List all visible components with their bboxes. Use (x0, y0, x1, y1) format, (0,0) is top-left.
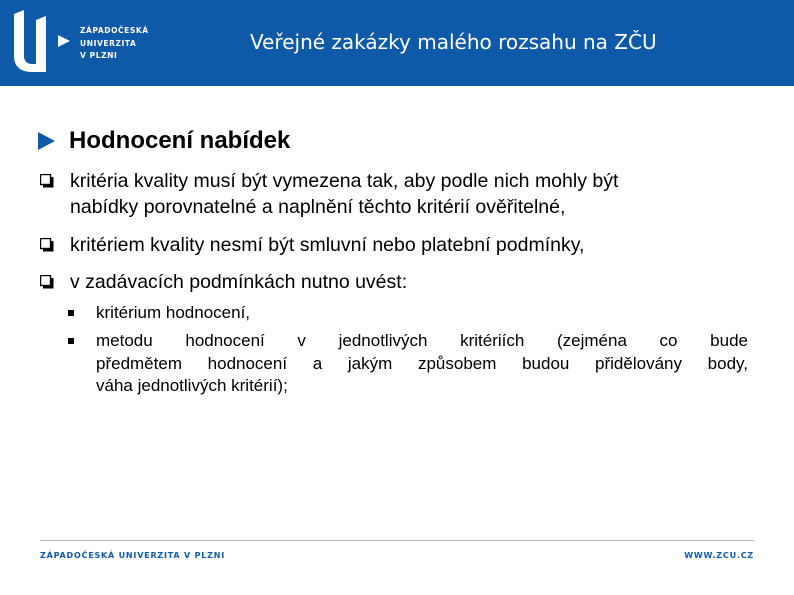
slide-title: Veřejné zakázky malého rozsahu na ZČU (250, 30, 657, 54)
sub-bullet-text: kritérium hodnocení, (96, 303, 251, 322)
bullet-text (70, 232, 584, 258)
logo-text (80, 25, 149, 63)
sub-bullet-line: váha jednotlivých kritérií); (96, 376, 288, 395)
bullet-line: nabídky porovnatelné a naplnění těchto kritérií ověřitelné, (70, 196, 566, 218)
checkbox-bullet-icon (40, 174, 54, 188)
bullet-line: kritériem kvality nesmí být smluvní nebo platební podmínky, (70, 234, 585, 256)
logo-triangle-icon (58, 35, 70, 47)
checkbox-bullet-icon (40, 275, 54, 289)
slide-header (0, 0, 794, 86)
footer-divider (40, 540, 754, 541)
bullet-text (70, 269, 407, 295)
triangle-bullet-icon (38, 132, 55, 150)
logo-line-2: UNIVERZITA (80, 38, 137, 48)
section-heading (38, 127, 290, 155)
sub-bullet-text (96, 330, 748, 398)
checkbox-bullet-icon (40, 238, 54, 252)
heading-text: Hodnocení nabídek (69, 127, 291, 154)
logo-line-1: ZÁPADOČESKÁ (80, 26, 149, 35)
bullet-text (70, 168, 618, 220)
square-bullet-icon (68, 338, 74, 344)
university-logo-icon (12, 10, 48, 72)
square-bullet-icon (68, 310, 74, 316)
bullet-line: v zadávacích podmínkách nutno uvést: (70, 271, 408, 293)
sub-bullet-line: předmětem hodnocení a jakým způsobem budou přidělovány body, (96, 353, 748, 373)
footer-website-link[interactable]: WWW.ZCU.CZ (684, 551, 754, 560)
sub-bullet-line: metodu hodnocení v jednotlivých kritériích (zejména co bude (96, 331, 748, 350)
logo-line-3: V PLZNI (80, 51, 118, 60)
bullet-line: kritéria kvality musí být vymezena tak, aby podle nich mohly být (70, 170, 619, 192)
footer-university-name: ZÁPADOČESKÁ UNIVERZITA V PLZNI (40, 551, 226, 560)
